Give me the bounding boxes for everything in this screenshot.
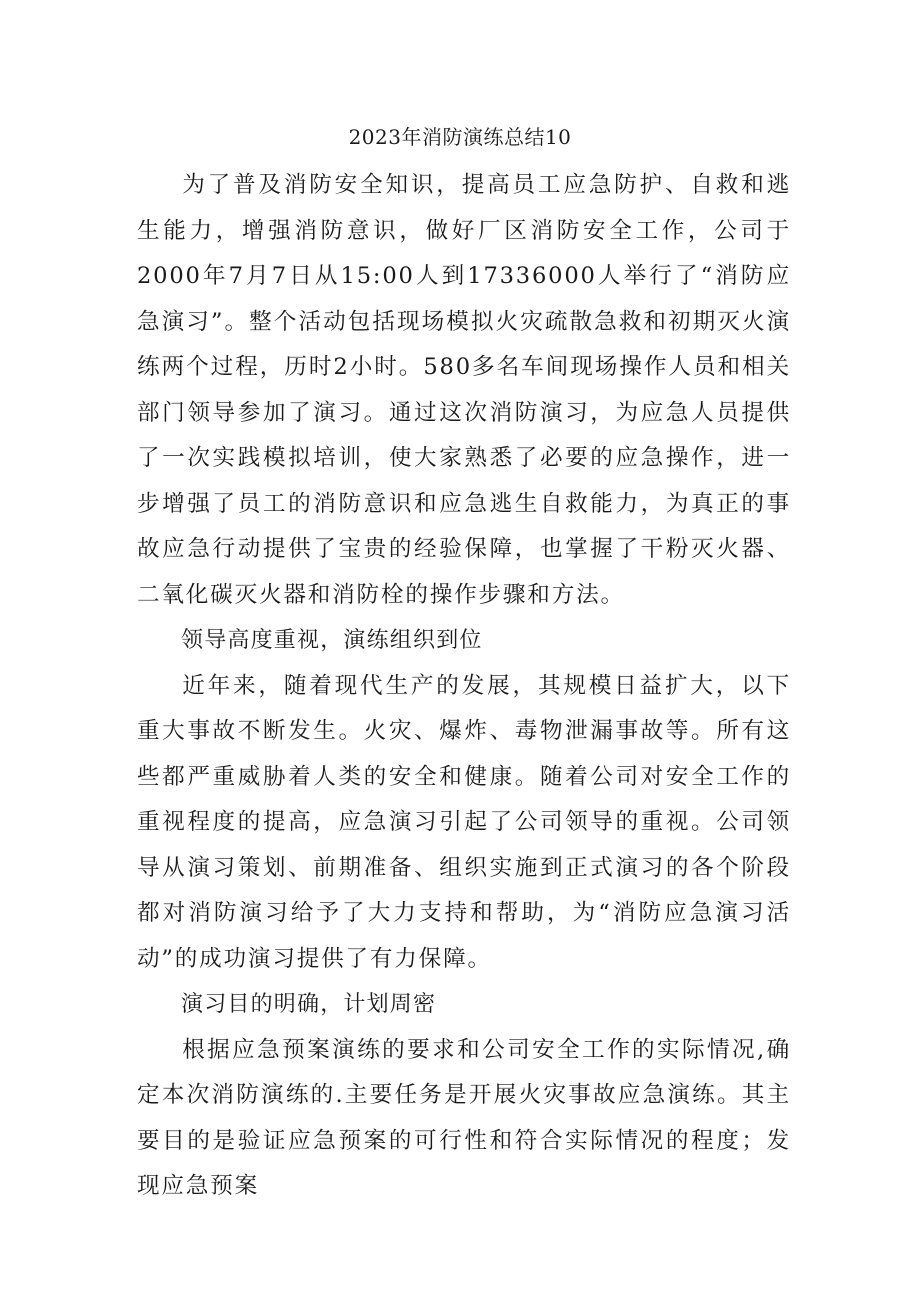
document-body — [137, 163, 791, 1210]
document-title: 2023年消防演练总结10 — [348, 125, 572, 149]
paragraph-purpose: 根据应急预案演练的要求和公司安全工作的实际情况,确定本次消防演练的.主要任务是开展火灾事故应急演练。其主要目的是验证应急预案的可行性和符合实际情况的程度；发现应急预案 — [137, 1036, 791, 1199]
section-heading-purpose: 演习目的明确，计划周密 — [181, 992, 437, 1017]
section-heading-leadership: 领导高度重视，演练组织到位 — [181, 628, 483, 653]
paragraph-intro: 为了普及消防安全知识，提高员工应急防护、自救和逃生能力，增强消防意识，做好厂区消防安全工作，公司于2000年7月7日从15:00人到17336000人举行了“消防应急演习”。整个活动包括现场模拟火灾疏散急救和初期灭火演练两个过程，历时2小时。580多名车间现场操作人员和相关部门领导参加了演习。通过这次消防演习，为应急人员提供了一次实践模拟培训，使大家熟悉了必要的应急操作，进一步增强了员工的消防意识和应急逃生自救能力，为真正的事故应急行动提供了宝贵的经验保障，也掌握了干粉灭火器、二氧化碳灭火器和消防栓的操作步骤和方法。 — [137, 172, 791, 608]
paragraph-leadership: 近年来，随着现代生产的发展，其规模日益扩大，以下重大事故不断发生。火灾、爆炸、毒物泄漏事故等。所有这些都严重威胁着人类的安全和健康。随着公司对安全工作的重视程度的提高，应急演习引起了公司领导的重视。公司领导从演习策划、前期准备、组织实施到正式演习的各个阶段都对消防演习给予了大力支持和帮助，为“消防应急演习活动”的成功演习提供了有力保障。 — [137, 672, 791, 972]
